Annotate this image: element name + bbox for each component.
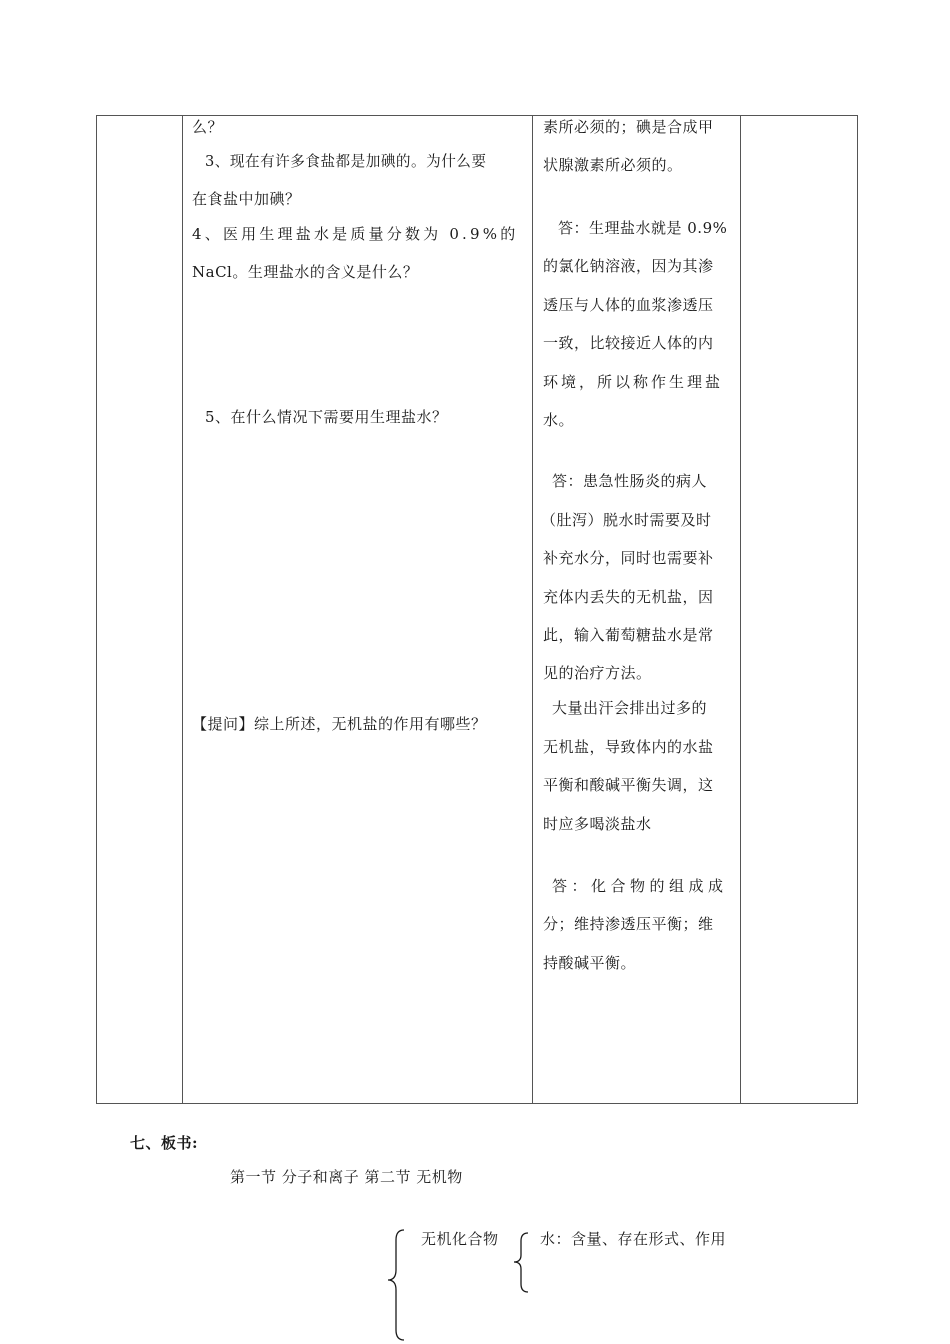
answer-5-line-2: （肚泻）脱水时需要及时 bbox=[541, 511, 712, 529]
question-3-line-2: 在食盐中加碘？ bbox=[192, 190, 301, 208]
answer-5-line-4: 充体内丢失的无机盐，因 bbox=[543, 588, 714, 606]
board-node-inorganic: 无机化合物 bbox=[421, 1230, 499, 1248]
question-5: 5、在什么情况下需要用生理盐水？ bbox=[205, 408, 448, 426]
outer-brace bbox=[388, 1230, 404, 1340]
answer-5b-line-1: 大量出汗会排出过多的 bbox=[552, 699, 708, 717]
question-4-line-2: NaCl。生理盐水的含义是什么？ bbox=[192, 263, 419, 281]
answer-6-line-2: 分；维持渗透压平衡；维 bbox=[543, 915, 714, 933]
answer-5-line-1: 答：患急性肠炎的病人 bbox=[552, 472, 708, 490]
answer-4-line-6: 水。 bbox=[543, 411, 575, 429]
answer-6-line-3: 持酸碱平衡。 bbox=[543, 954, 637, 972]
answer-5b-line-4: 时应多喝淡盐水 bbox=[543, 815, 652, 833]
question-4-line-1: 4、医用生理盐水是质量分数为 0.9%的 bbox=[192, 225, 519, 243]
answer-5b-line-3: 平衡和酸碱平衡失调，这 bbox=[543, 776, 714, 794]
answer-4-line-5: 环境，所以称作生理盐 bbox=[543, 373, 724, 391]
answer-5b-line-2: 无机盐，导致体内的水盐 bbox=[543, 738, 714, 756]
answer-2-line-2: 状腺激素所必须的。 bbox=[543, 156, 683, 174]
answer-4-line-1: 答：生理盐水就是 0.9% bbox=[558, 219, 728, 237]
answer-4-line-2: 的氯化钠溶液，因为其渗 bbox=[543, 257, 714, 275]
board-title: 第一节 分子和离子 第二节 无机物 bbox=[230, 1168, 463, 1186]
question-2-tail: 么？ bbox=[192, 118, 224, 136]
answer-4-line-3: 透压与人体的血浆渗透压 bbox=[543, 296, 714, 314]
board-heading: 七、板书: bbox=[130, 1134, 199, 1152]
answer-2-line-1: 素所必须的；碘是合成甲 bbox=[543, 118, 714, 136]
answer-6-line-1: 答：化合物的组成成 bbox=[552, 877, 728, 895]
answer-5-line-6: 见的治疗方法。 bbox=[543, 664, 652, 682]
question-3-line-1: 3、现在有许多食盐都是加碘的。为什么要 bbox=[205, 153, 487, 170]
inner-brace bbox=[514, 1233, 528, 1292]
answer-4-line-4: 一致，比较接近人体的内 bbox=[543, 334, 714, 352]
answer-5-line-3: 补充水分，同时也需要补 bbox=[543, 549, 714, 567]
answer-5-line-5: 此，输入葡萄糖盐水是常 bbox=[543, 626, 714, 644]
board-node-water: 水：含量、存在形式、作用 bbox=[540, 1230, 727, 1248]
summary-question: 【提问】综上所述，无机盐的作用有哪些？ bbox=[192, 715, 487, 733]
